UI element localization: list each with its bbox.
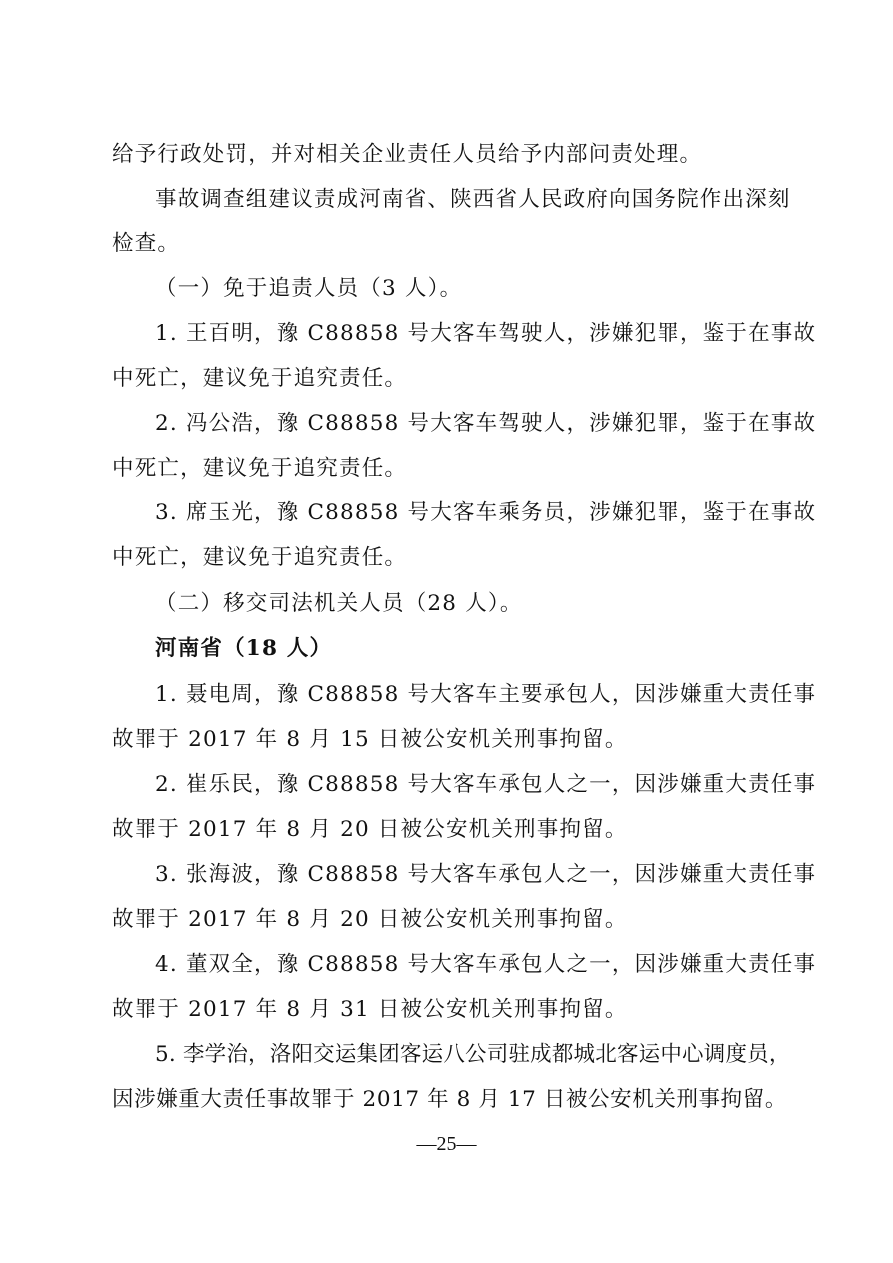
text-line: 4. 董双全，豫 C88858 号大客车承包人之一，因涉嫌重大责任事 (155, 952, 817, 977)
text-line: 因涉嫌重大责任事故罪于 2017 年 8 月 17 日被公安机关刑事拘留。 (112, 1087, 787, 1112)
province-heading: 河南省（18 人） (155, 636, 333, 661)
text-line: 中死亡，建议免于追究责任。 (112, 545, 408, 570)
text-line: 2. 冯公浩，豫 C88858 号大客车驾驶人，涉嫌犯罪，鉴于在事故 (155, 411, 817, 436)
section-heading: （一）免于追责人员（3 人）。 (155, 276, 463, 301)
text-line: 1. 王百明，豫 C88858 号大客车驾驶人，涉嫌犯罪，鉴于在事故 (155, 321, 817, 346)
text-line: 中死亡，建议免于追究责任。 (112, 456, 408, 481)
text-line: 5. 李学治，洛阳交运集团客运八公司驻成都城北客运中心调度员， (155, 1042, 791, 1067)
text-line: 检查。 (112, 231, 181, 256)
section-heading: （二）移交司法机关人员（28 人）。 (155, 591, 523, 616)
text-line: 事故调查组建议责成河南省、陕西省人民政府向国务院作出深刻 (155, 187, 791, 212)
text-line: 故罪于 2017 年 8 月 20 日被公安机关刑事拘留。 (112, 907, 628, 932)
text-line: 给予行政处罚，并对相关企业责任人员给予内部问责处理。 (112, 142, 703, 167)
text-line: 3. 席玉光，豫 C88858 号大客车乘务员，涉嫌犯罪，鉴于在事故 (155, 500, 817, 525)
text-line: 2. 崔乐民，豫 C88858 号大客车承包人之一，因涉嫌重大责任事 (155, 772, 817, 797)
text-line: 故罪于 2017 年 8 月 20 日被公安机关刑事拘留。 (112, 817, 628, 842)
text-line: 3. 张海波，豫 C88858 号大客车承包人之一，因涉嫌重大责任事 (155, 862, 817, 887)
text-line: 中死亡，建议免于追究责任。 (112, 366, 408, 391)
page-number: —25— (416, 1133, 477, 1155)
text-line: 1. 聂电周，豫 C88858 号大客车主要承包人，因涉嫌重大责任事 (155, 682, 817, 707)
text-line: 故罪于 2017 年 8 月 15 日被公安机关刑事拘留。 (112, 727, 628, 752)
text-line: 故罪于 2017 年 8 月 31 日被公安机关刑事拘留。 (112, 997, 628, 1022)
